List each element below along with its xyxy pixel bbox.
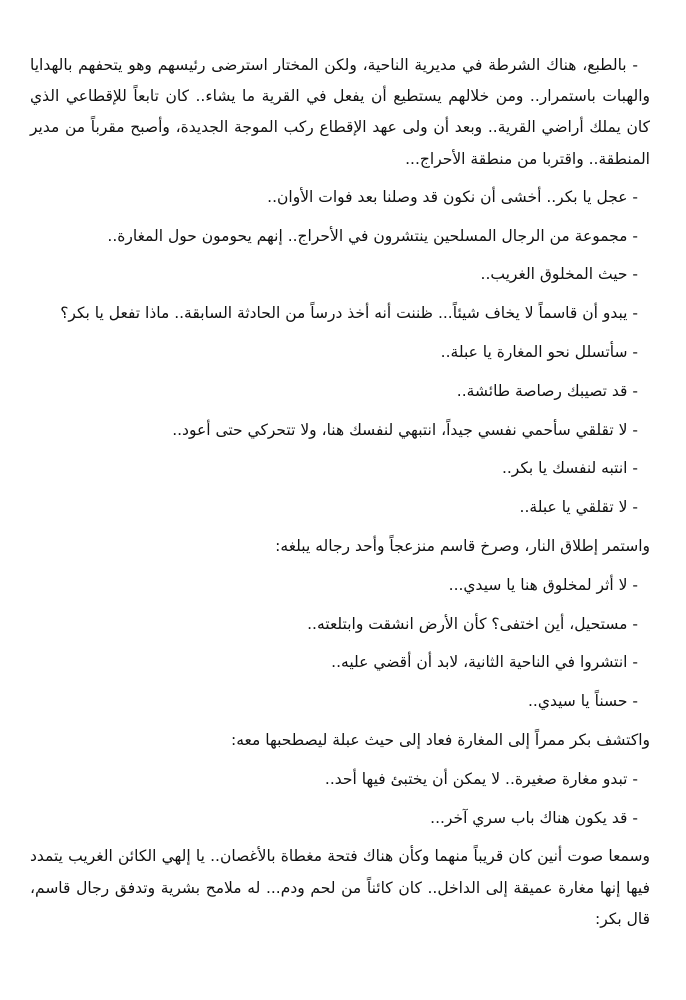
dialogue-line: - تبدو مغارة صغيرة.. لا يمكن أن يختبئ فيها أحد.. bbox=[324, 769, 638, 788]
dialogue-line: - لا تقلقي يا عبلة.. bbox=[519, 498, 638, 517]
dialogue-line: - قد تصيبك رصاصة طائشة.. bbox=[456, 381, 638, 400]
narration-line: واستمر إطلاق النار، وصرخ قاسم منزعجاً وأحد رجاله يبلغه: bbox=[275, 536, 650, 555]
dialogue-line: - سأتسلل نحو المغارة يا عبلة.. bbox=[440, 343, 638, 361]
dialogue-line: - يبدو أن قاسماً لا يخاف شيئاً... ظننت أنه أخذ درساً من الحادثة السابقة.. ماذا تفعل يا بكر؟ bbox=[60, 304, 638, 323]
narration-line: واكتشف بكر ممراً إلى المغارة فعاد إلى حيث عبلة ليصطحبها معه: bbox=[230, 730, 650, 749]
dialogue-line: - مجموعة من الرجال المسلحين ينتشرون في الأحراج.. إنهم يحومون حول المغارة.. bbox=[107, 226, 638, 245]
dialogue-line: - لا تقلقي سأحمي نفسي جيداً، انتبهي لنفسك هنا، ولا تتحركي حتى أعود.. bbox=[172, 420, 638, 439]
dialogue-line: - قد يكون هناك باب سري آخر... bbox=[430, 808, 638, 827]
dialogue-line: - انتشروا في الناحية الثانية، لابد أن أقضي عليه.. bbox=[331, 653, 638, 672]
paragraph-spacer bbox=[30, 175, 650, 182]
dialogue-line: - عجل يا بكر.. أخشى أن نكون قد وصلنا بعد فوات الأوان.. bbox=[267, 187, 638, 206]
dialogue-line: - مستحيل، أين اختفى؟ كأن الأرض انشقت وابتلعته.. bbox=[307, 614, 638, 633]
opening-paragraph: - بالطبع، هناك الشرطة في مديرية الناحية، ولكن المختار استرضى رئيسهم وهو يتحفهم بالهدايا والهبات باستمرار.. ومن خلالهم يستطيع أن يفعل في القرية ما يشاء.. كان تابعاً للإقطاعي الذي كان يملك أراضي القرية.. وبعد أن ولى عهد الإقطاع ركب الموجة الجديدة، وأصبح مقرباً من مدير المنطقة.. واقتربا من منطقة الأحراج... bbox=[30, 56, 650, 168]
closing-paragraph: وسمعا صوت أنين كان قريباً منهما وكأن هناك فتحة مغطاة بالأغصان.. يا إلهي الكائن الغريب يتمدد فيها إنها مغارة عميقة إلى الداخل.. كان كائناً من لحم ودم... له ملامح بشرية وتدفق رجال قاسم، قال بكر: bbox=[30, 847, 650, 928]
document-page bbox=[30, 50, 650, 935]
dialogue-line: - انتبه لنفسك يا بكر.. bbox=[501, 459, 638, 478]
dialogue-lines bbox=[30, 182, 650, 842]
dialogue-line: - لا أثر لمخلوق هنا يا سيدي... bbox=[448, 575, 638, 594]
dialogue-line: - حسناً يا سيدي.. bbox=[527, 692, 638, 711]
dialogue-line: - حيث المخلوق الغريب.. bbox=[480, 265, 638, 284]
